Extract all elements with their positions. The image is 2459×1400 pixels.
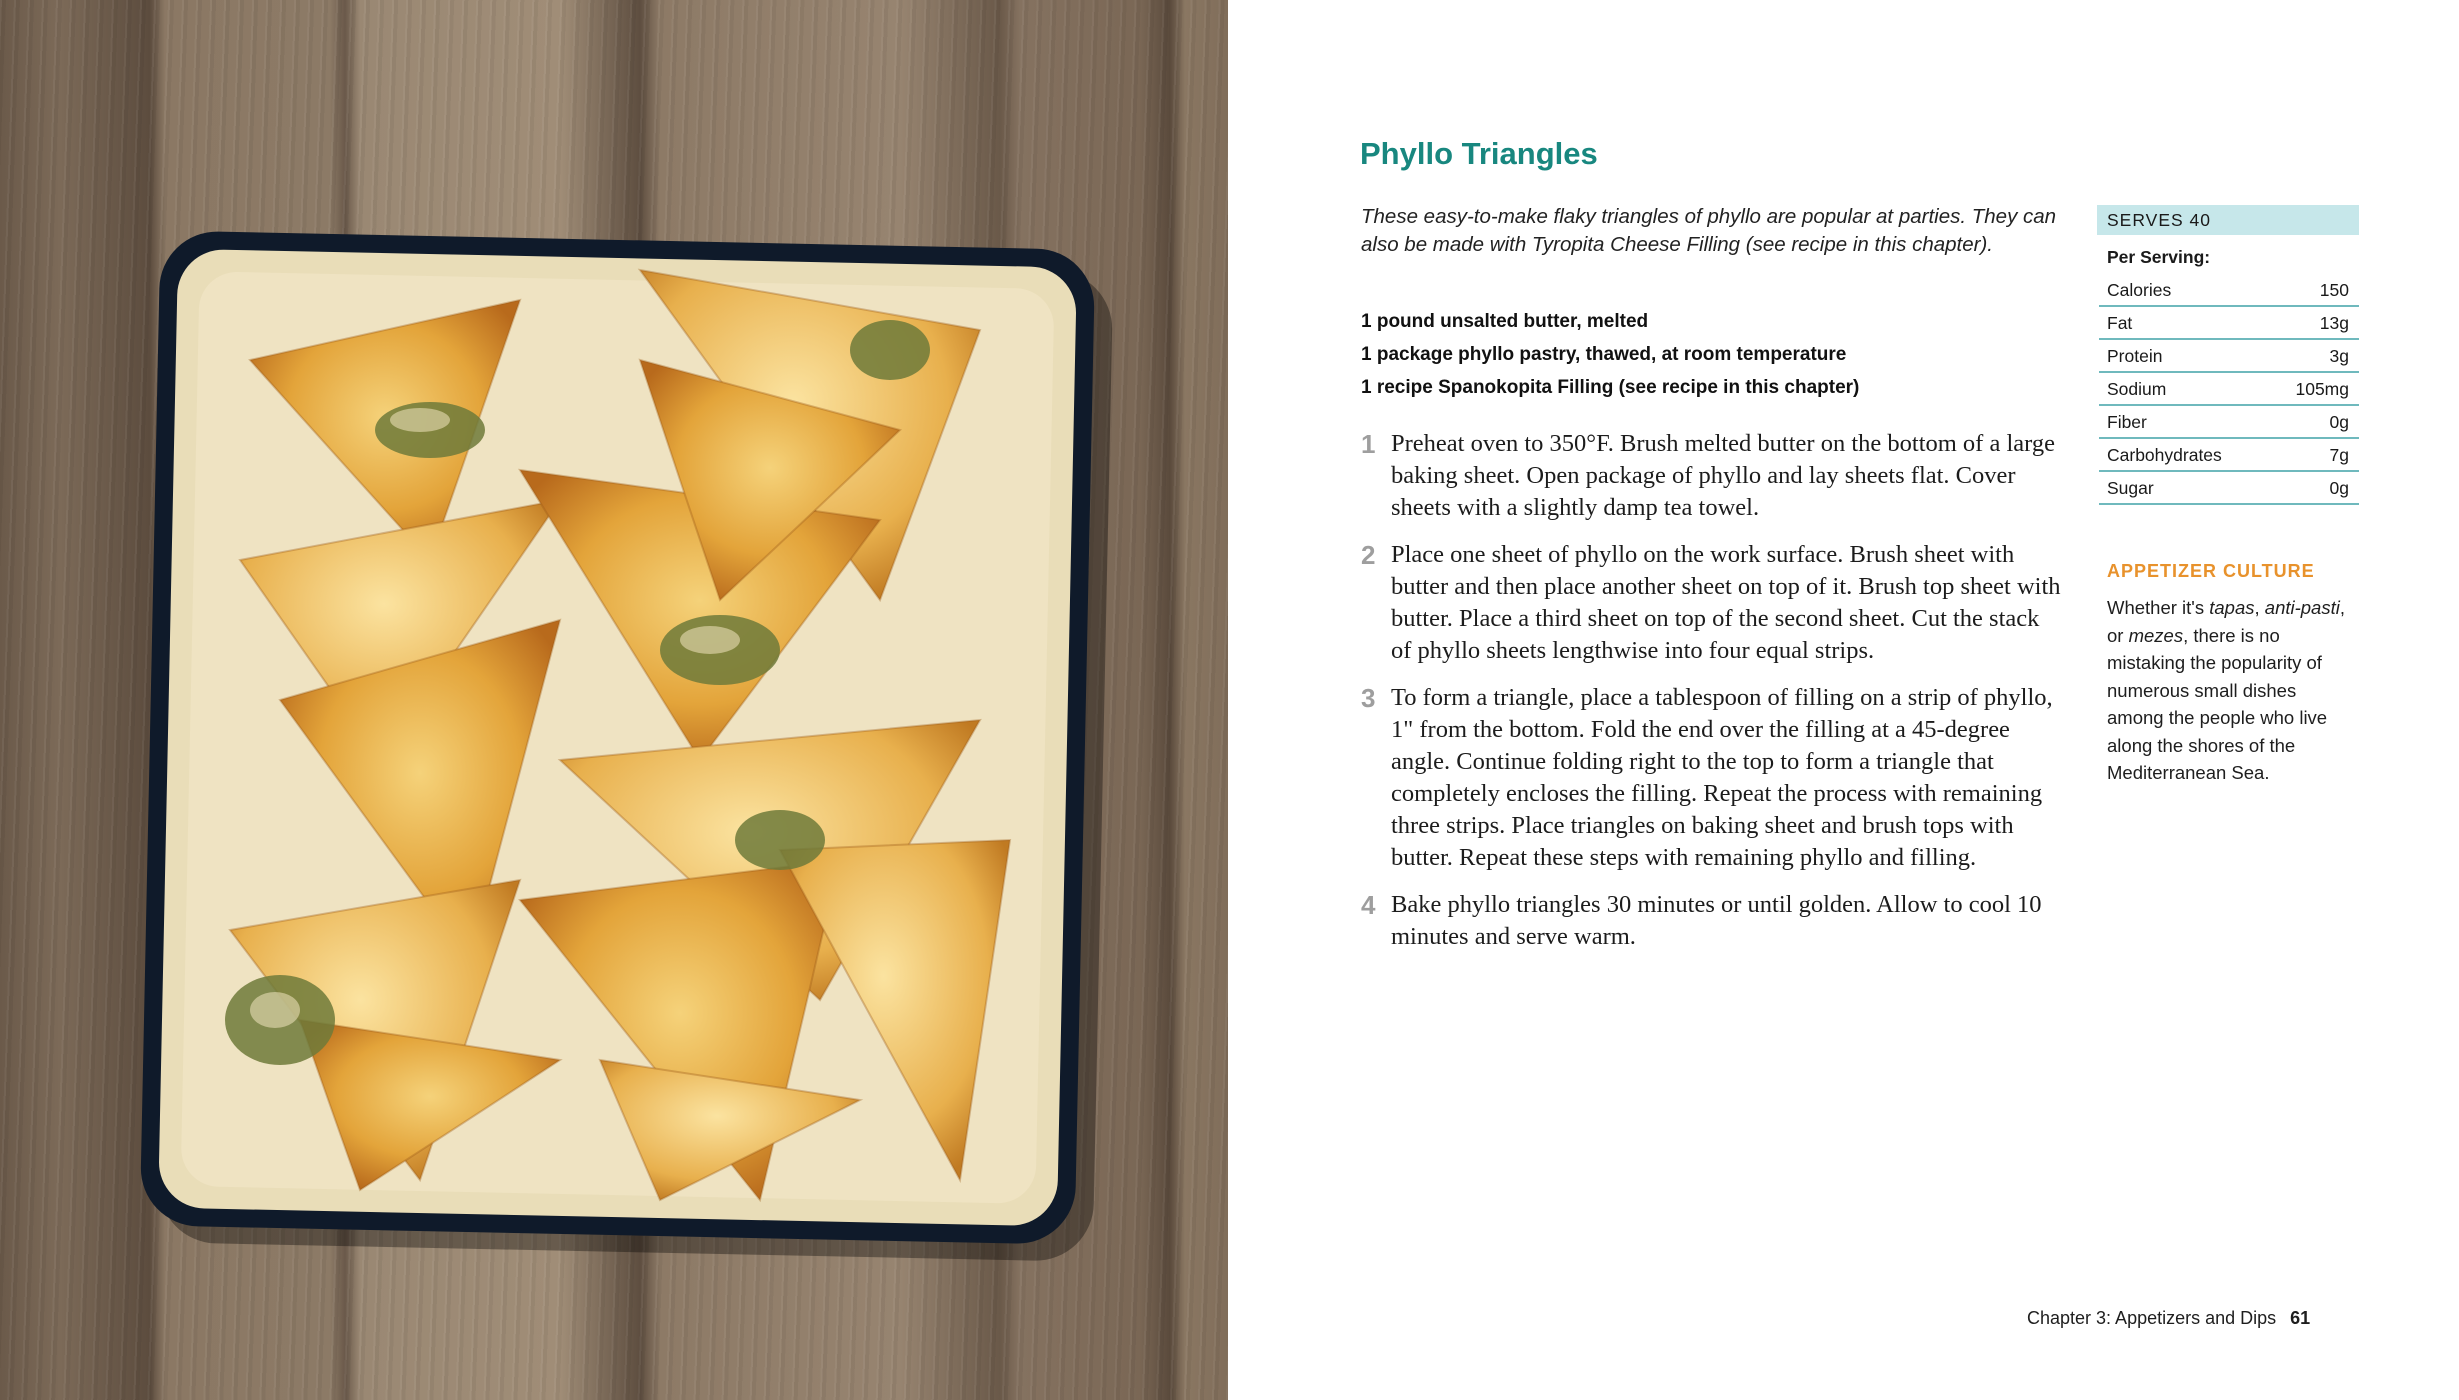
nutrient-name: Protein: [2107, 346, 2163, 366]
nutrient-name: Calories: [2107, 280, 2172, 300]
nutrition-row: [2099, 406, 2359, 439]
instruction-step: [1361, 682, 2061, 874]
sidebar-text: ,: [2254, 597, 2265, 618]
ingredient-item: 1 package phyllo pastry, thawed, at room temperature: [1361, 344, 1847, 365]
nutrition-row: [2099, 439, 2359, 472]
nutrition-row: [2099, 307, 2359, 340]
per-serving-label: Per Serving:: [2107, 247, 2211, 267]
recipe-title: Phyllo Triangles: [1360, 136, 1598, 171]
nutrient-name: Carbohydrates: [2107, 445, 2222, 465]
step-number: 1: [1361, 429, 1376, 459]
sidebar-italic-term: mezes: [2128, 624, 2184, 646]
nutrient-value: 7g: [2329, 445, 2349, 465]
nutrition-row: [2099, 274, 2359, 307]
step-number: 3: [1361, 683, 1376, 713]
step-text: Preheat oven to 350°F. Brush melted butter on the bottom of a large baking sheet. Open package of phyllo and lay sheets flat. Cover sheets with a slightly damp tea towel.: [1391, 430, 2055, 521]
instruction-step: [1361, 889, 2061, 953]
sidebar-text: , or: [2107, 597, 2345, 646]
nutrient-value: 13g: [2319, 313, 2349, 333]
sidebar-italic-term: anti-pasti: [2264, 597, 2340, 618]
sidebar-body: [2107, 594, 2357, 787]
sidebar-text: , there is no mistaking the popularity of numerous small dishes among the people who live along the shores of the Mediterranean Sea.: [2107, 624, 2328, 783]
chapter-label: Chapter 3: Appetizers and Dips: [2027, 1308, 2277, 1328]
nutrient-name: Sugar: [2107, 478, 2154, 498]
sidebar-italic-term: tapas: [2209, 597, 2255, 618]
nutrient-value: 0g: [2329, 478, 2349, 498]
nutrient-value: 105mg: [2295, 379, 2349, 399]
ingredient-list: [1361, 305, 1859, 404]
nutrient-value: 0g: [2329, 412, 2349, 432]
page-number: 61: [2290, 1308, 2311, 1328]
sidebar-title: APPETIZER CULTURE: [2107, 561, 2315, 581]
nutrient-value: 150: [2319, 280, 2349, 300]
food-photo: [0, 0, 1228, 1400]
step-number: 4: [1361, 890, 1376, 920]
nutrition-panel: [2097, 205, 2359, 505]
ingredient-item: 1 pound unsalted butter, melted: [1361, 311, 1649, 332]
step-text: Place one sheet of phyllo on the work surface. Brush sheet with butter and then place another sheet on top of it. Brush top sheet with butter. Place a third sheet on top of the second sheet. Cut the stack of phyllo sheets lengthwise into four equal strips.: [1391, 541, 2061, 664]
nutrition-row: [2099, 373, 2359, 406]
step-text: To form a triangle, place a tablespoon of filling on a strip of phyllo, 1" from the bottom. Fold the end over the filling at a 45-degree angle. Continue folding right to the top to form a triangle that completely encloses the filling. Repeat the process with remaining three strips. Place triangles on baking sheet and brush tops with butter. Repeat these steps with remaining phyllo and filling.: [1391, 684, 2053, 871]
recipe-intro: These easy-to-make flaky triangles of phyllo are popular at parties. They can also be made with Tyropita Cheese Filling (see recipe in this chapter).: [1361, 205, 2057, 256]
phyllo-tray-illustration: [0, 0, 1228, 1400]
nutrient-value: 3g: [2329, 346, 2349, 366]
serves-label: SERVES 40: [2097, 205, 2359, 235]
page-footer: [2027, 1308, 2310, 1329]
ingredient-item: 1 recipe Spanokopita Filling (see recipe in this chapter): [1361, 377, 1860, 398]
nutrient-name: Fat: [2107, 313, 2133, 333]
instruction-steps: [1361, 428, 2061, 968]
nutrient-name: Sodium: [2107, 379, 2167, 399]
nutrition-row: [2099, 340, 2359, 373]
step-text: Bake phyllo triangles 30 minutes or until golden. Allow to cool 10 minutes and serve warm.: [1391, 891, 2042, 950]
instruction-step: [1361, 539, 2061, 667]
sidebar-text: Whether it's: [2107, 597, 2210, 618]
instruction-step: [1361, 428, 2061, 524]
nutrition-row: [2099, 472, 2359, 505]
nutrient-name: Fiber: [2107, 412, 2147, 432]
step-number: 2: [1361, 540, 1376, 570]
